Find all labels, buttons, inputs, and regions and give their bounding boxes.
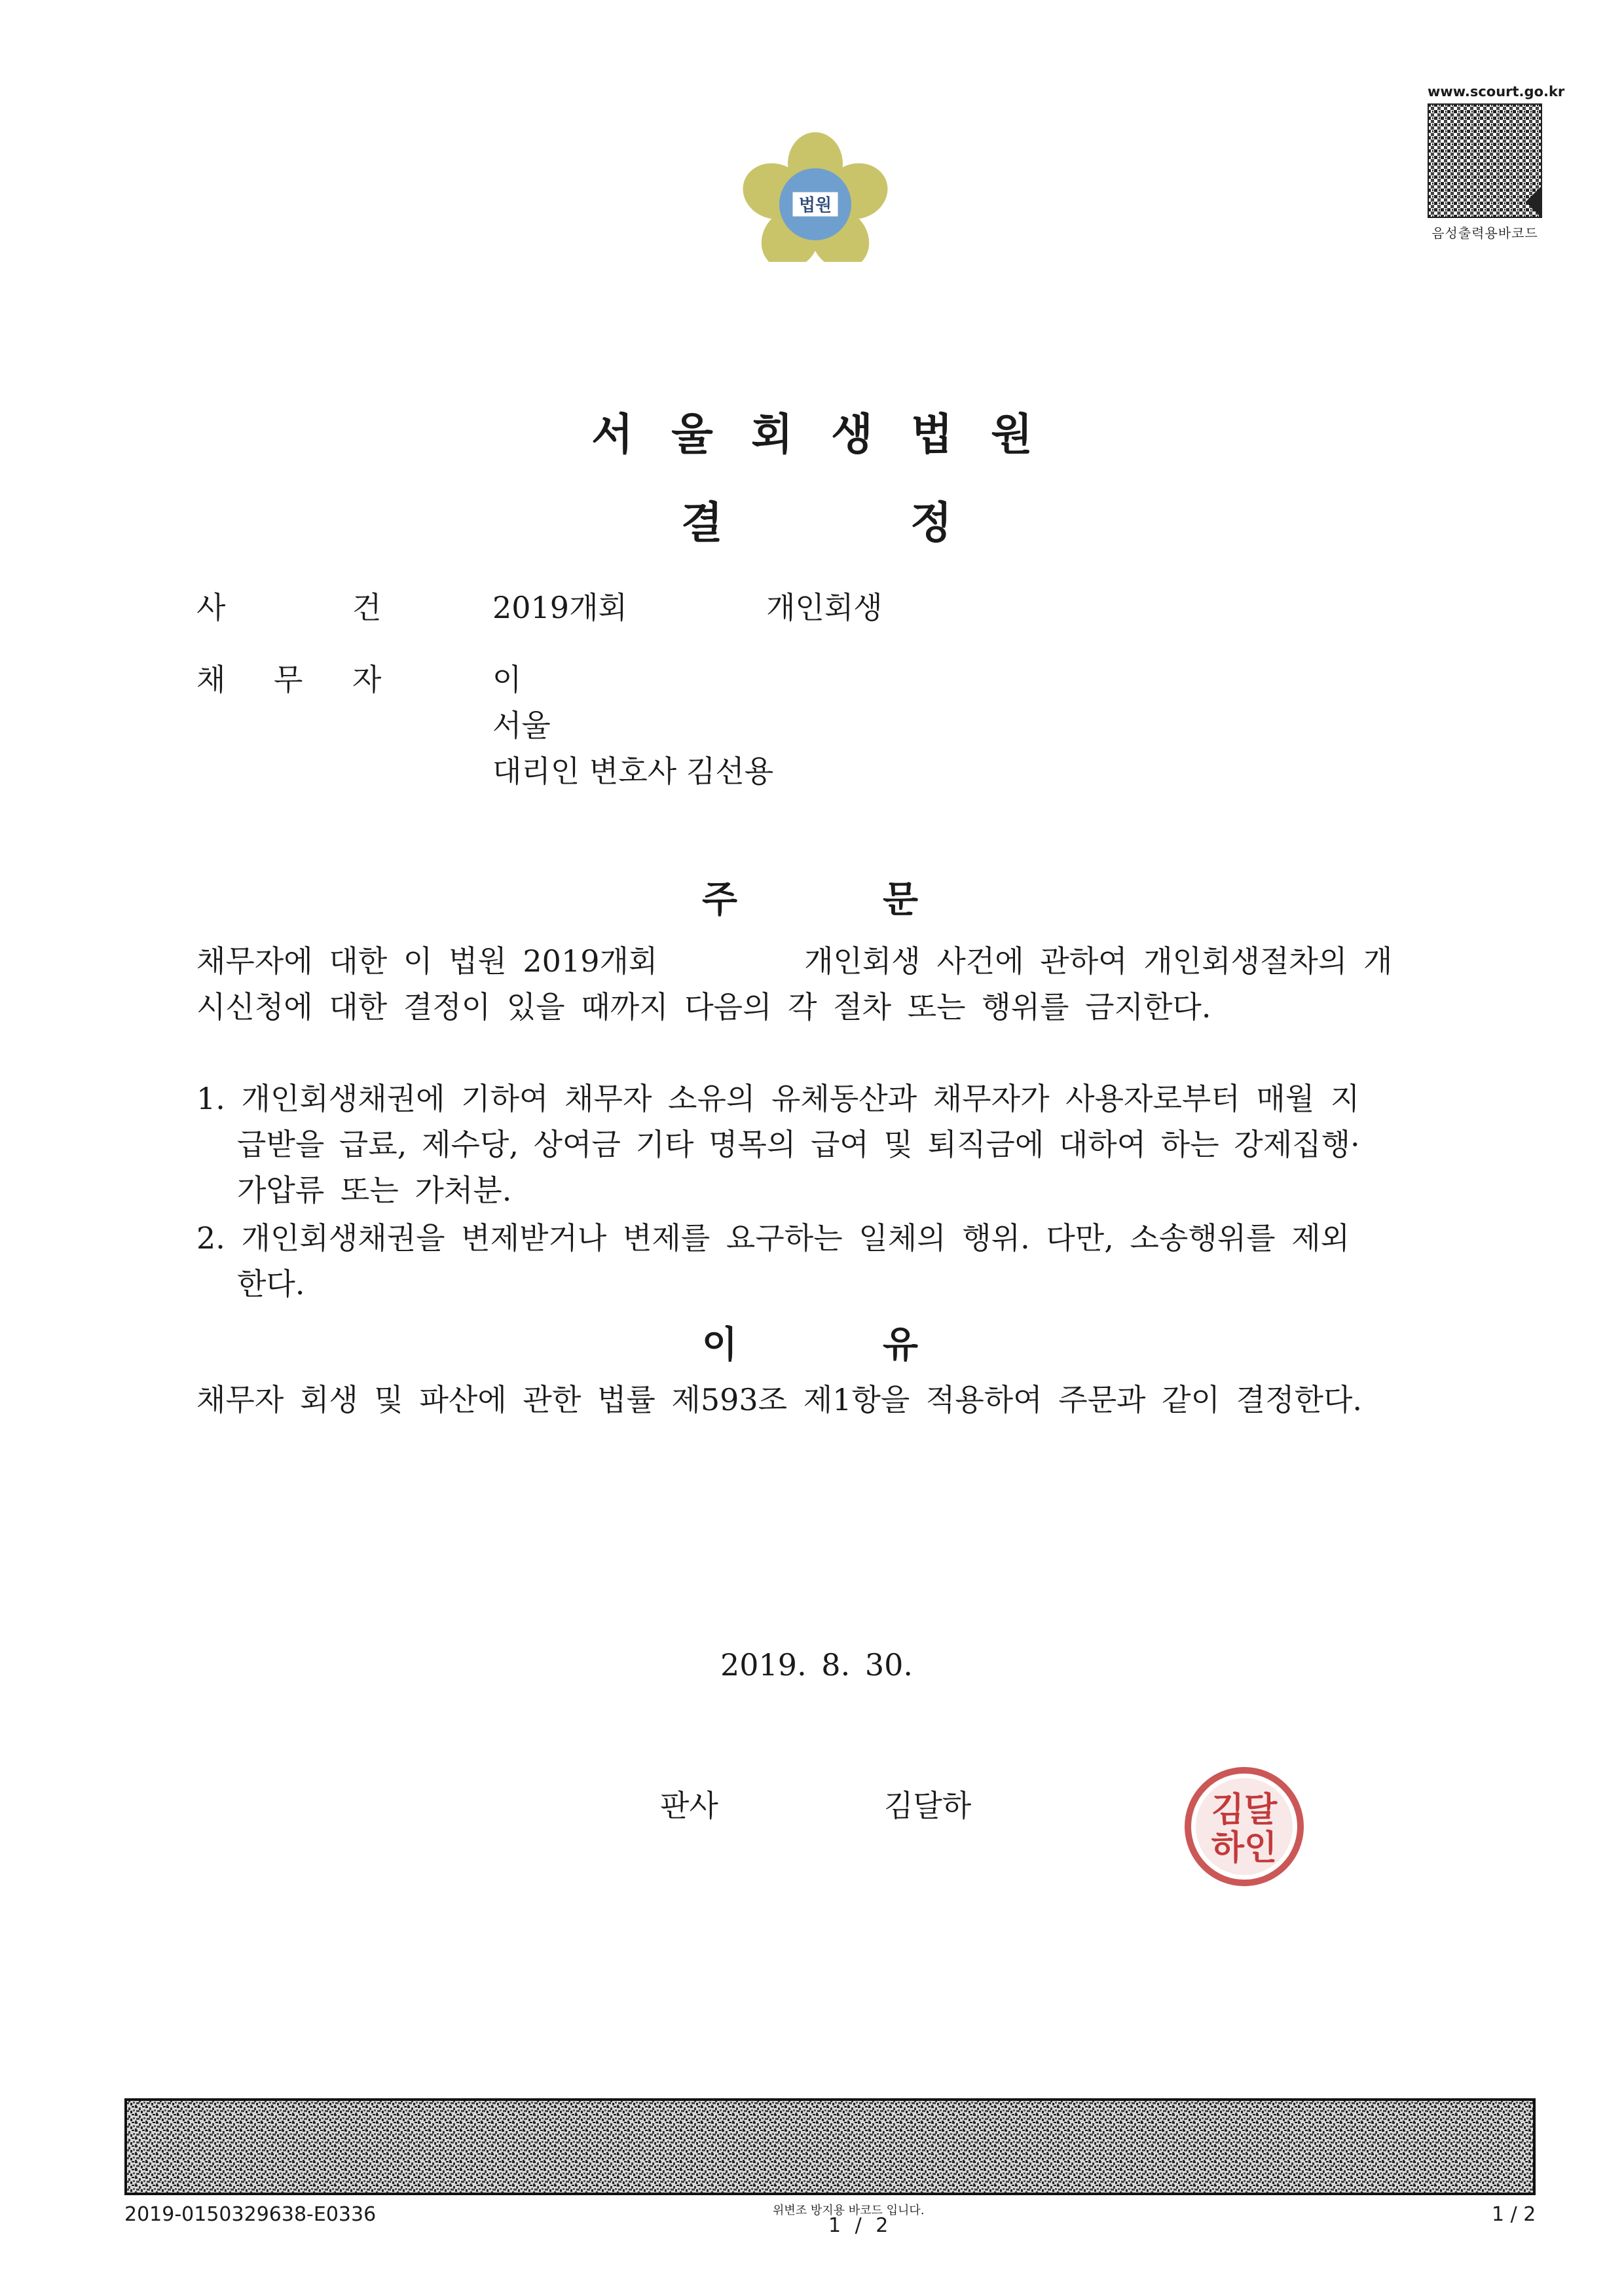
barcode-note: 위변조 방지용 바코드 입니다. [773, 2204, 925, 2217]
doc-type-right: 정 [910, 498, 952, 548]
judge-name: 김달하 [884, 1788, 972, 1823]
court-name-char: 법 [911, 409, 953, 460]
case-type: 개인회생 [766, 590, 883, 625]
debtor-label-char: 채 [196, 662, 226, 697]
order-item-1-line1: 1. 개인회생채권에 기하여 채무자 소유의 유체동산과 채무자가 사용자로부터 매월 지 [196, 1081, 1360, 1116]
order-intro-line2: 시신청에 대한 결정이 있을 때까지 다음의 각 절차 또는 행위를 금지한다. [196, 989, 1211, 1025]
case-number: 2019개회 [492, 590, 627, 625]
debtor-address: 서울 [492, 708, 551, 743]
case-label-left: 사 [196, 590, 226, 625]
reason-heading-left: 이 [702, 1324, 738, 1366]
barcode-label: 음성출력용바코드 [1431, 225, 1538, 241]
reason-text: 채무자 회생 및 파산에 관한 법률 제593조 제1항을 적용하여 주문과 같이 결정한다. [196, 1382, 1363, 1417]
order-heading-left: 주 [702, 879, 738, 921]
document-id: 2019-0150329638-E0336 [124, 2203, 377, 2226]
svg-text:하인: 하인 [1211, 1829, 1278, 1868]
page-number-right: 1 / 2 [1492, 2203, 1536, 2226]
emblem-text: 법원 [798, 196, 832, 215]
case-label-right: 건 [352, 590, 382, 625]
court-emblem [737, 131, 894, 262]
order-item-1-line2: 급받을 급료, 제수당, 상여금 기타 명목의 급여 및 퇴직금에 대하여 하는 강제집행· [237, 1127, 1360, 1162]
doc-type-left: 결 [681, 498, 723, 548]
court-name-char: 원 [991, 409, 1033, 460]
order-intro-line1a: 채무자에 대한 이 법원 2019개회 [196, 943, 658, 979]
court-name-char: 울 [671, 409, 713, 460]
order-item-1-line3: 가압류 또는 가처분. [237, 1173, 512, 1208]
barcode-url: www.scourt.go.kr [1428, 84, 1565, 100]
anti-forgery-barcode [124, 2098, 1536, 2195]
debtor-label-char: 무 [274, 662, 303, 697]
order-heading-right: 문 [883, 879, 919, 921]
page-number-center: 1 / 2 [828, 2214, 893, 2237]
court-name [0, 399, 1624, 462]
court-name-char: 서 [591, 409, 633, 460]
order-item-2-line2: 한다. [237, 1266, 305, 1302]
court-name-char: 생 [831, 409, 873, 460]
decision-date: 2019. 8. 30. [720, 1647, 913, 1683]
order-item-2-line1: 2. 개인회생채권을 변제받거나 변제를 요구하는 일체의 행위. 다만, 소송행위를 제외 [196, 1220, 1350, 1256]
judge-title: 판사 [660, 1788, 718, 1823]
court-name-char: 회 [751, 409, 793, 460]
reason-heading-right: 유 [883, 1324, 919, 1366]
debtor-agent: 대리인 변호사 김선용 [492, 754, 774, 789]
svg-text:김달: 김달 [1211, 1791, 1278, 1830]
judge-seal [1179, 1761, 1310, 1892]
debtor-label-char: 자 [352, 662, 382, 697]
debtor-name: 이 [492, 662, 522, 697]
voice-barcode [1428, 103, 1542, 218]
order-intro-line1b: 개인회생 사건에 관하여 개인회생절차의 개 [804, 943, 1393, 979]
